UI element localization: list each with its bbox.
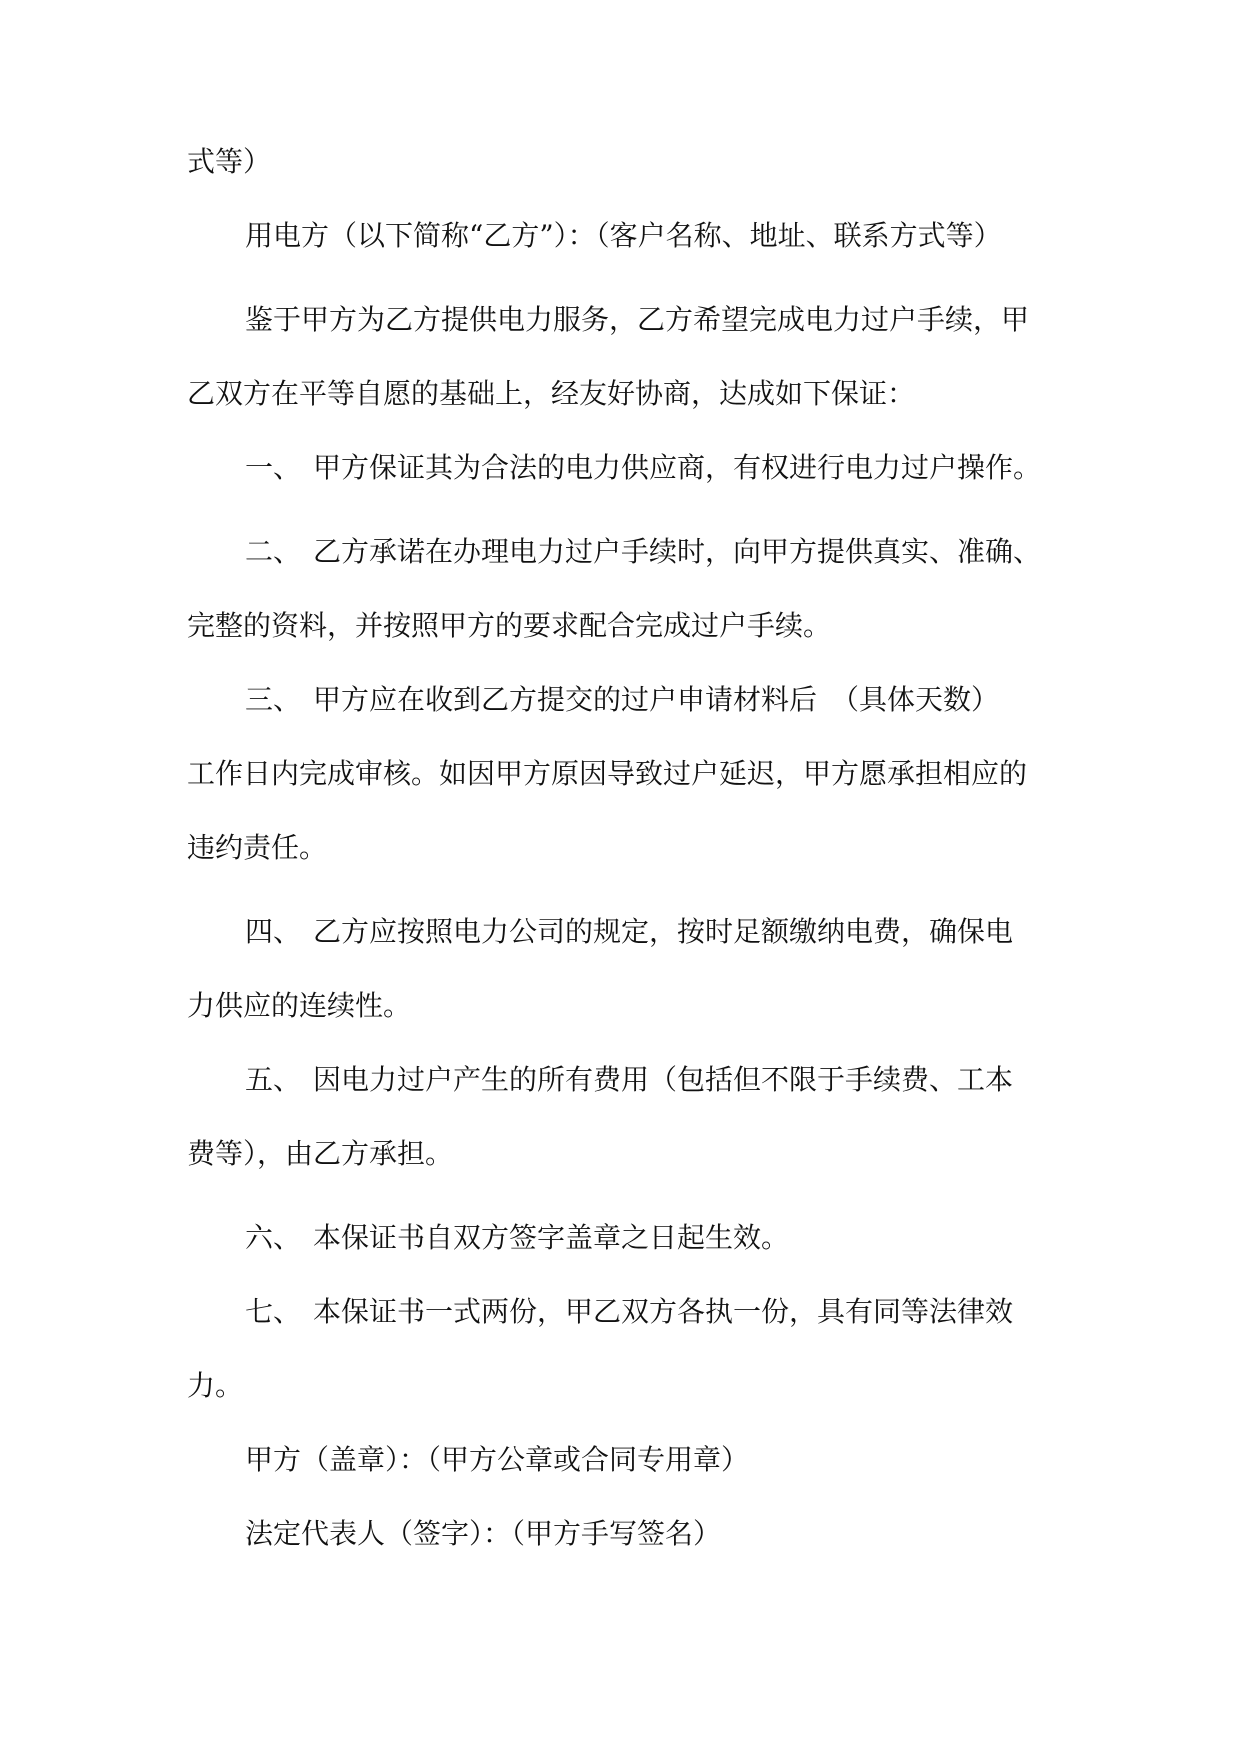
clause-text: 因电力过户产生的所有费用（包括但不限于手续费、工本 [313, 1063, 1014, 1096]
clause-text: 甲方应在收到乙方提交的过户申请材料后 （具体天数） [313, 683, 1000, 716]
clause-number: 三、 [245, 683, 302, 716]
text-line: 用电方（以下简称“乙方”）：（客户名称、地址、联系方式等） [245, 219, 1002, 252]
clause-one [245, 448, 1041, 488]
clause-number: 二、 [245, 535, 302, 568]
clause-two [245, 532, 1041, 572]
text-line: 完整的资料，并按照甲方的要求配合完成过户手续。 [187, 609, 832, 642]
clause-text: 乙方承诺在办理电力过户手续时，向甲方提供真实、准确、 [313, 535, 1042, 568]
party-a-seal-line: 甲方（盖章）：（甲方公章或合同专用章） [245, 1443, 750, 1476]
text-line: 违约责任。 [187, 831, 328, 864]
clause-four [245, 912, 1013, 952]
text-line: 乙双方在平等自愿的基础上，经友好协商，达成如下保证： [187, 377, 916, 410]
text-line: 力供应的连续性。 [187, 989, 412, 1022]
clause-number: 一、 [245, 451, 302, 484]
clause-number: 七、 [245, 1295, 302, 1328]
clause-text: 本保证书一式两份，甲乙双方各执一份，具有同等法律效 [313, 1295, 1014, 1328]
clause-text: 本保证书自双方签字盖章之日起生效。 [313, 1221, 790, 1254]
text-line: 工作日内完成审核。如因甲方原因导致过户延迟，甲方愿承担相应的 [187, 757, 1028, 790]
clause-six [245, 1218, 789, 1258]
clause-three [245, 680, 999, 720]
clause-number: 六、 [245, 1221, 302, 1254]
clause-seven [245, 1292, 1013, 1332]
clause-number: 五、 [245, 1063, 302, 1096]
legal-representative-signature-line: 法定代表人（签字）：（甲方手写签名） [245, 1517, 722, 1550]
text-line: 力。 [187, 1369, 244, 1402]
text-line: 费等），由乙方承担。 [187, 1137, 454, 1170]
text-line: 式等） [187, 145, 272, 178]
text-line: 鉴于甲方为乙方提供电力服务，乙方希望完成电力过户手续，甲 [245, 303, 1030, 336]
clause-five [245, 1060, 1013, 1100]
clause-number: 四、 [245, 915, 302, 948]
clause-text: 甲方保证其为合法的电力供应商，有权进行电力过户操作。 [313, 451, 1042, 484]
clause-text: 乙方应按照电力公司的规定，按时足额缴纳电费，确保电 [313, 915, 1014, 948]
